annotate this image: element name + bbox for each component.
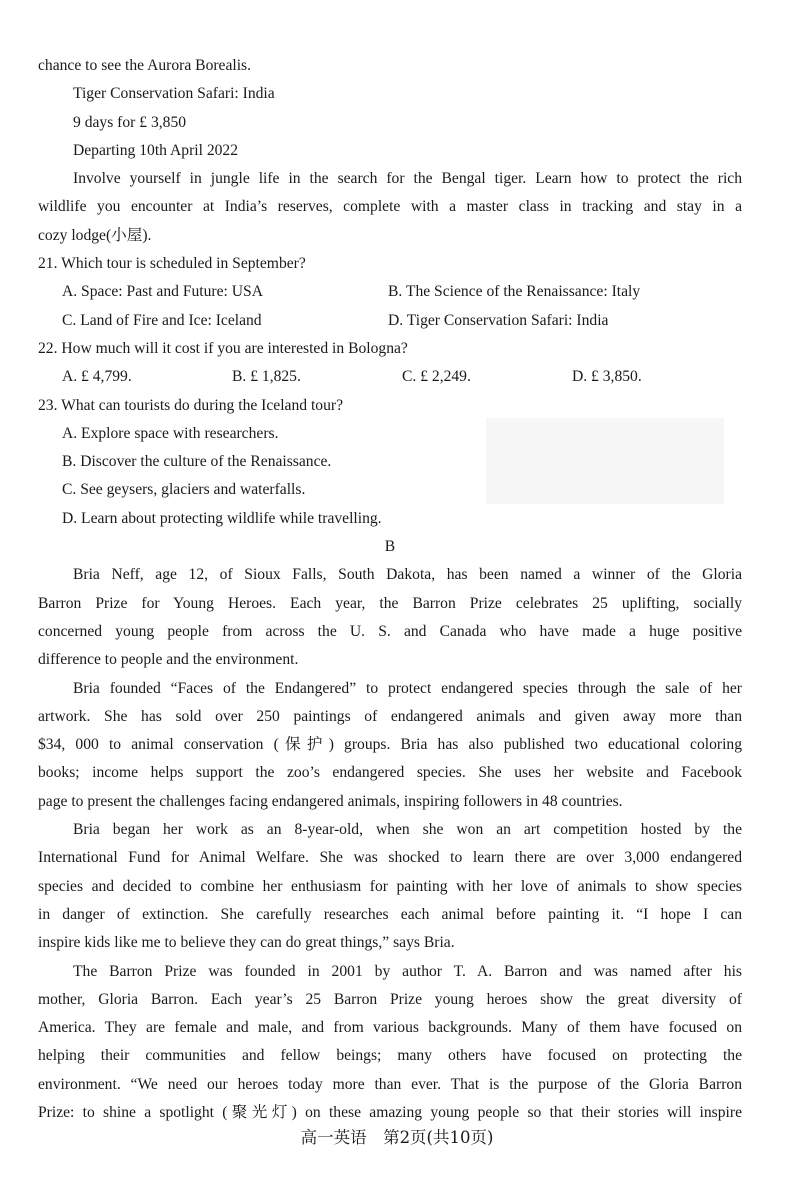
paragraph-1 (38, 561, 742, 674)
tiger-tour-price: 9 days for £ 3,850 (73, 113, 187, 131)
paragraph-line: Bria Neff, age 12, of Sioux Falls, South Dakota, has been named a winner of the Gloria (73, 566, 742, 584)
question-23: 23. What can tourists do during the Iceland tour? (38, 396, 344, 414)
q22-option-b[interactable]: B. £ 1,825. (232, 368, 301, 386)
tiger-tour-departing: Departing 10th April 2022 (73, 141, 239, 159)
q22-option-a[interactable]: A. £ 4,799. (62, 368, 132, 386)
paragraph-line: artwork. She has sold over 250 paintings of endangered animals and given away more than (38, 707, 742, 725)
q22-options (38, 363, 742, 391)
question-21: 21. Which tour is scheduled in September? (38, 255, 306, 273)
q23-option-d[interactable]: D. Learn about protecting wildlife while travelling. (62, 509, 382, 527)
paragraph-line: mother, Gloria Barron. Each year’s 25 Barron Prize young heroes show the great diversity of (38, 990, 742, 1008)
paragraph-line: inspire kids like me to believe they can do great things,” says Bria. (38, 934, 455, 952)
paragraph-line: Bria founded “Faces of the Endangered” to protect endangered species through the sale of her (73, 679, 742, 697)
paragraph-3 (38, 816, 742, 957)
q21-option-c[interactable]: C. Land of Fire and Ice: Iceland (62, 311, 262, 329)
paragraph-line: species and decided to combine her enthusiasm for painting with her love of animals to show species (38, 877, 742, 895)
q21-row2 (38, 307, 742, 335)
paragraph-line: The Barron Prize was founded in 2001 by author T. A. Barron and was named after his (73, 962, 742, 980)
q23-option-a[interactable]: A. Explore space with researchers. (62, 424, 279, 442)
paragraph-line: page to present the challenges facing endangered animals, inspiring followers in 48 countries. (38, 792, 623, 810)
top-fragment: chance to see the Aurora Borealis. (38, 57, 252, 74)
paragraph-line: helping their communities and fellow beings; many others have focused on protecting the (38, 1047, 742, 1065)
paragraph-line: environment. “We need our heroes today more than ever. That is the purpose of the Gloria Barron (38, 1075, 742, 1093)
q22-option-c[interactable]: C. £ 2,249. (402, 368, 471, 386)
q21-option-b[interactable]: B. The Science of the Renaissance: Italy (388, 283, 641, 301)
paragraph-line: in danger of extinction. She carefully researches each animal before painting it. “I hope I can (38, 905, 742, 923)
tiger-tour-title: Tiger Conservation Safari: India (73, 85, 275, 103)
tiger-desc-line: cozy lodge(小屋). (38, 226, 152, 244)
section-b-heading: B (384, 538, 396, 556)
page-footer: 高一英语 第2页(共10页) (300, 1128, 494, 1147)
q23-option-b[interactable]: B. Discover the culture of the Renaissance. (62, 453, 332, 471)
paragraph-4 (38, 958, 742, 1128)
q21-row1 (38, 278, 742, 306)
paragraph-line: $34, 000 to animal conservation (保护) groups. Bria has also published two educational coloring (38, 736, 742, 754)
paragraph-line: Bria began her work as an 8-year-old, when she won an art competition hosted by the (73, 821, 742, 839)
paragraph-line: difference to people and the environment. (38, 651, 299, 669)
paragraph-line: America. They are female and male, and from various backgrounds. Many of them have focused on (38, 1019, 742, 1037)
question-22: 22. How much will it cost if you are interested in Bologna? (38, 339, 408, 357)
paragraph-line: International Fund for Animal Welfare. She was shocked to learn there are over 3,000 endangered (38, 849, 742, 867)
paragraph-line: books; income helps support the zoo’s endangered species. She uses her website and Facebook (38, 764, 742, 782)
tiger-desc-line: wildlife you encounter at India’s reserves, complete with a master class in tracking and stay in a (38, 198, 742, 216)
document-page (38, 52, 742, 1127)
paragraph-2 (38, 675, 742, 816)
paragraph-line: Prize: to shine a spotlight (聚光灯) on these amazing young people so that their stories will inspire (38, 1103, 742, 1121)
tiger-desc-line: Involve yourself in jungle life in the search for the Bengal tiger. Learn how to protect the rich (73, 170, 742, 188)
q22-option-d[interactable]: D. £ 3,850. (572, 368, 642, 386)
q21-option-d[interactable]: D. Tiger Conservation Safari: India (388, 311, 609, 329)
paragraph-line: Barron Prize for Young Heroes. Each year, the Barron Prize celebrates 25 uplifting, socially (38, 594, 742, 612)
q21-option-a[interactable]: A. Space: Past and Future: USA (62, 283, 263, 301)
paragraph-line: concerned young people from across the U. S. and Canada who have made a huge positive (38, 622, 742, 640)
q23-option-c[interactable]: C. See geysers, glaciers and waterfalls. (62, 481, 306, 499)
